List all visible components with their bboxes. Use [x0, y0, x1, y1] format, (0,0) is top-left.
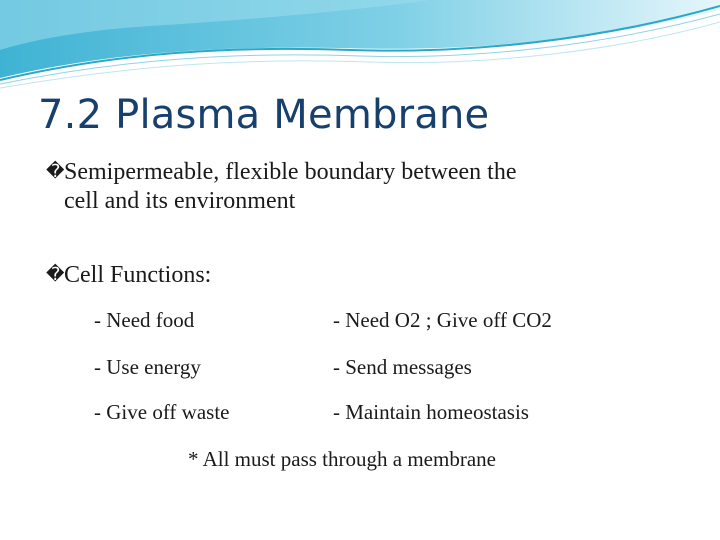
bullet-text-line1: Semipermeable, flexible boundary between the — [64, 159, 517, 185]
bullet-icon: � — [46, 264, 65, 285]
function-item: - Give off waste — [94, 400, 230, 424]
function-item: - Send messages — [333, 355, 472, 379]
bullet-semipermeable — [46, 157, 666, 216]
bullet-icon: � — [46, 161, 65, 182]
function-item: - Maintain homeostasis — [333, 400, 529, 424]
function-item: - Need O2 ; Give off CO2 — [333, 308, 552, 332]
bullet-text-line2: cell and its environment — [64, 188, 296, 214]
function-item: - Need food — [94, 308, 195, 332]
function-item: - Use energy — [94, 355, 201, 379]
footnote: * All must pass through a membrane — [188, 447, 496, 471]
slide-title: 7.2 Plasma Membrane — [38, 92, 490, 138]
header-wave-decoration — [0, 0, 720, 90]
bullet-cell-functions — [46, 260, 211, 290]
bullet-text: Cell Functions: — [64, 262, 212, 288]
